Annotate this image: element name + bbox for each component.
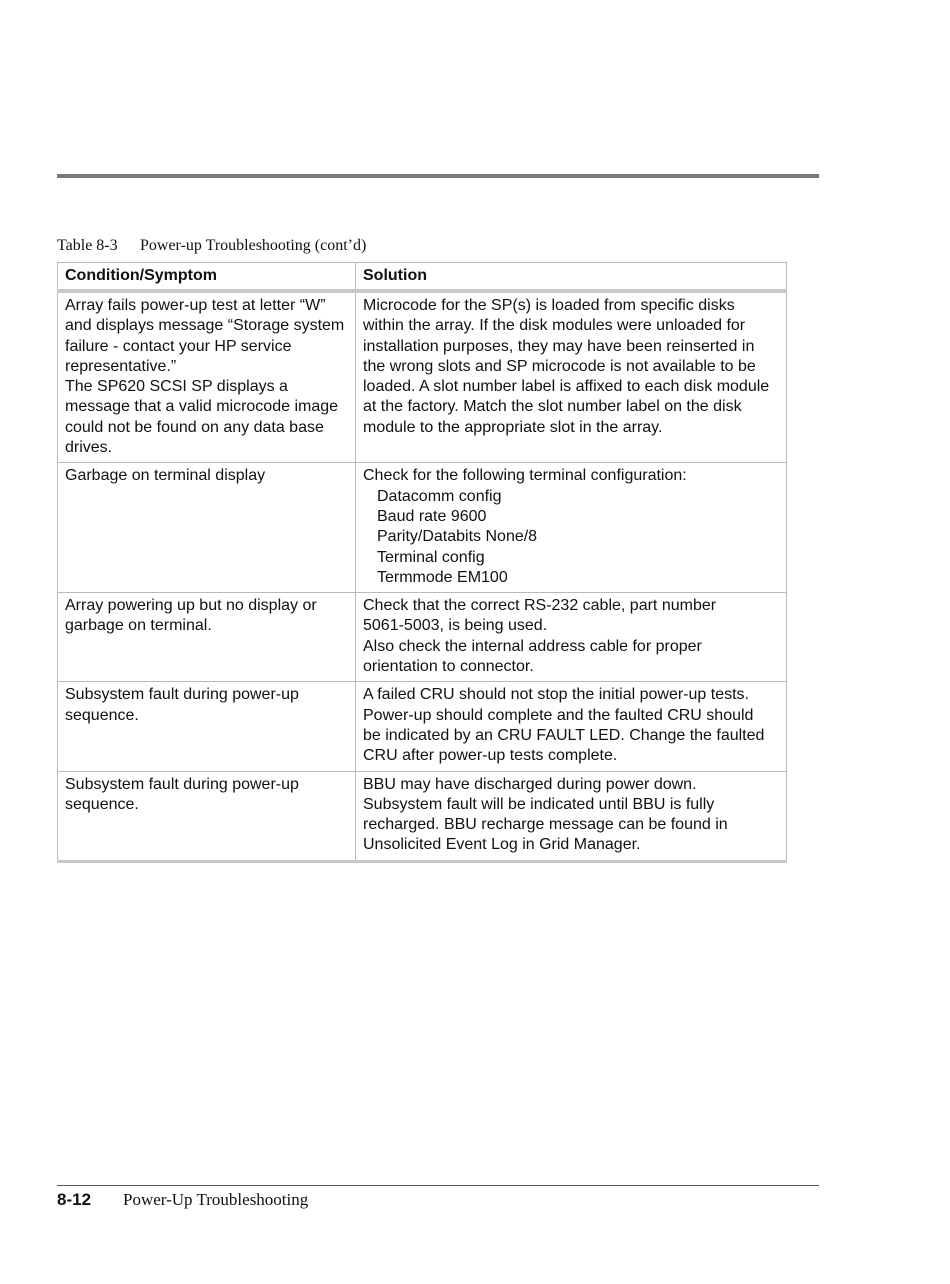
header-rule: [57, 174, 819, 178]
condition-cell: [58, 771, 356, 861]
solution-line: recharged. BBU recharge message can be found in: [363, 816, 728, 834]
troubleshooting-table: [57, 262, 787, 863]
condition-line: garbage on terminal.: [65, 617, 212, 635]
solution-line: Microcode for the SP(s) is loaded from specific disks: [363, 297, 735, 314]
solution-line: CRU after power-up tests complete.: [363, 747, 618, 765]
condition-line: could not be found on any data base: [65, 418, 324, 436]
condition-line: Garbage on terminal display: [65, 467, 266, 485]
solution-line: BBU may have discharged during power down.: [363, 775, 697, 793]
condition-line: Subsystem fault during power-up: [65, 686, 299, 704]
footer-section-title: Power-Up Troubleshooting: [123, 1190, 309, 1209]
header-solution: Solution: [356, 263, 787, 292]
solution-line: loaded. A slot number label is affixed to each disk module: [363, 378, 770, 396]
solution-line: the wrong slots and SP microcode is not available to be: [363, 357, 756, 375]
solution-line: A failed CRU should not stop the initial power-up tests.: [363, 686, 749, 704]
condition-line: representative.”: [65, 357, 177, 375]
solution-line: Check for the following terminal configuration:: [363, 467, 687, 485]
table-row: [58, 463, 787, 593]
page-footer: [57, 1190, 308, 1210]
solution-line: Subsystem fault will be indicated until BBU is fully: [363, 795, 715, 813]
condition-line: sequence.: [65, 795, 139, 813]
solution-line: 5061-5003, is being used.: [363, 617, 548, 635]
table-header-row: [58, 263, 787, 292]
condition-cell: [58, 682, 356, 771]
condition-line: Array fails power-up test at letter “W”: [65, 297, 326, 314]
solution-line: Unsolicited Event Log in Grid Manager.: [363, 836, 641, 854]
table-caption: [57, 237, 366, 255]
page-number: 8-12: [57, 1190, 92, 1209]
solution-line: Datacomm config: [377, 487, 502, 505]
solution-line: Check that the correct RS-232 cable, part number: [363, 597, 717, 615]
table-caption-number: Table 8-3: [57, 237, 118, 254]
table-caption-title: Power-up Troubleshooting (cont’d): [140, 237, 367, 254]
condition-cell: [58, 463, 356, 593]
solution-line: within the array. If the disk modules were unloaded for: [363, 317, 746, 335]
condition-line: and displays message “Storage system: [65, 317, 345, 335]
condition-cell: [58, 593, 356, 682]
solution-line: installation purposes, they may have been reinserted in: [363, 337, 755, 355]
solution-line: orientation to connector.: [363, 658, 534, 676]
condition-cell: [58, 291, 356, 463]
condition-line: sequence.: [65, 706, 139, 724]
condition-line: Subsystem fault during power-up: [65, 775, 299, 793]
table-row: [58, 682, 787, 771]
solution-cell: [356, 291, 787, 463]
table-row: [58, 291, 787, 463]
solution-line: at the factory. Match the slot number label on the disk: [363, 398, 742, 416]
solution-line: Termmode EM100: [377, 568, 508, 586]
condition-line: drives.: [65, 439, 113, 457]
solution-cell: [356, 593, 787, 682]
solution-line: Power-up should complete and the faulted CRU should: [363, 706, 754, 724]
table-row: [58, 593, 787, 682]
solution-line: module to the appropriate slot in the array.: [363, 418, 663, 436]
table-body: [58, 291, 787, 861]
condition-line: failure - contact your HP service: [65, 337, 292, 355]
solution-line: be indicated by an CRU FAULT LED. Change the faulted: [363, 726, 765, 744]
condition-line: message that a valid microcode image: [65, 398, 339, 416]
solution-cell: [356, 682, 787, 771]
header-condition-symptom: Condition/Symptom: [58, 263, 356, 292]
footer-rule: [57, 1185, 819, 1186]
condition-line: The SP620 SCSI SP displays a: [65, 378, 288, 396]
table-row: [58, 771, 787, 861]
solution-line: Terminal config: [377, 548, 485, 566]
condition-line: Array powering up but no display or: [65, 597, 317, 615]
solution-cell: [356, 463, 787, 593]
solution-line: Also check the internal address cable for proper: [363, 637, 702, 655]
solution-line: Parity/Databits None/8: [377, 528, 538, 546]
solution-line: Baud rate 9600: [377, 507, 487, 525]
solution-cell: [356, 771, 787, 861]
